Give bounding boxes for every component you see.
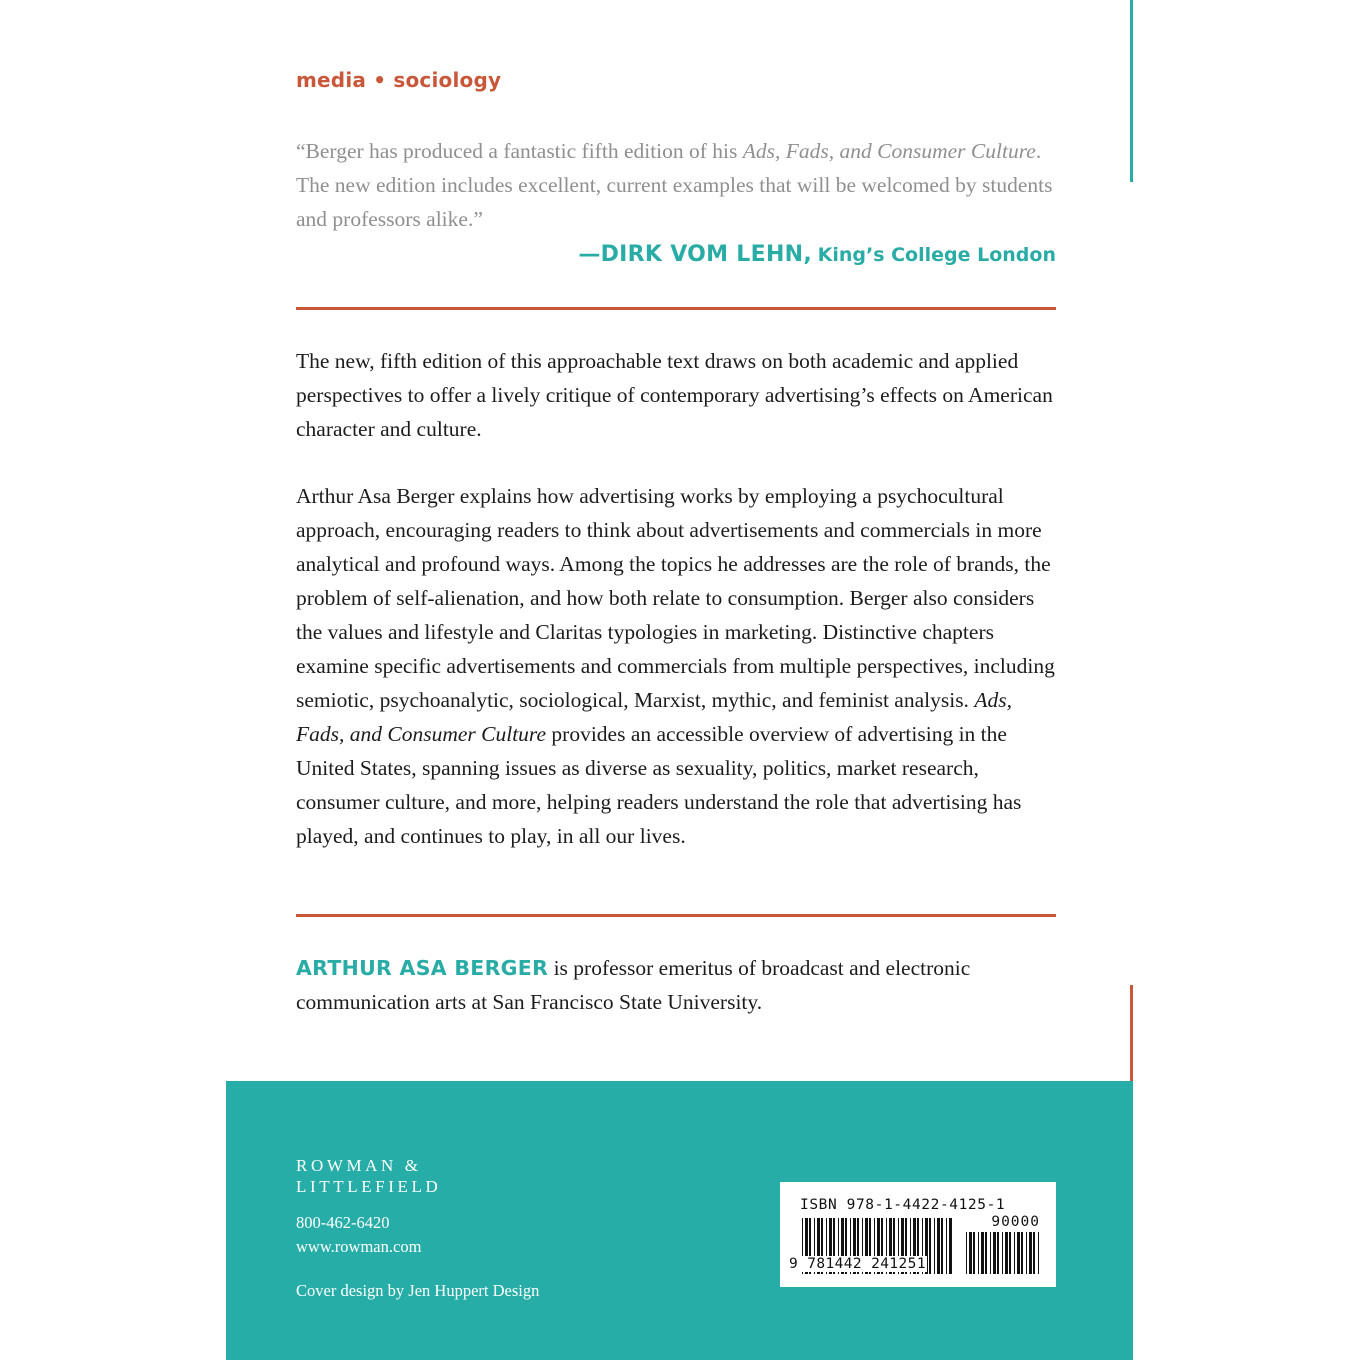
- cover-design-credit: Cover design by Jen Huppert Design: [296, 1281, 540, 1300]
- publisher-panel: [226, 1081, 1133, 1360]
- author-name: ARTHUR ASA BERGER: [296, 956, 549, 980]
- author-bio-text: is professor emeritus of broadcast and electronic communication arts at San Francisco State University.: [296, 956, 971, 1014]
- publisher-logo: [296, 1155, 441, 1197]
- isbn-barcode: [780, 1182, 1056, 1287]
- isbn-label: ISBN 978-1-4422-4125-1: [800, 1197, 1006, 1213]
- quote-book-title: Ads, Fads, and Consumer Culture: [742, 139, 1036, 163]
- barcode-digits: 9 781442 241251: [789, 1256, 926, 1272]
- endorsement-attribution: [296, 242, 1056, 267]
- quote-text-end: . The new edition includes excellent, current examples that will be welcomed by students and professors alike.”: [296, 139, 1053, 231]
- description-text-start: Arthur Asa Berger explains how advertising works by employing a psychocultural approach, encouraging readers to think about advertisements and commercials in more analytical and profound ways. Among the topics he addresses are the role of brands, the problem of self-alienation, and how both relate to consumption. Berger also considers the values and lifestyle and Claritas typologies in marketing. Distinctive chapters examine specific advertisements and commercials from multiple perspectives, including semiotic, psychoanalytic, sociological, Marxist, mythic, and feminist analysis.: [296, 484, 1055, 712]
- publisher-website: www.rowman.com: [296, 1237, 422, 1256]
- endorser-name: —DIRK VOM LEHN,: [578, 242, 813, 267]
- publisher-logo-line1: ROWMAN &: [296, 1156, 422, 1175]
- description-paragraph-1: The new, fifth edition of this approachable text draws on both academic and applied perspectives to offer a lively critique of contemporary advertising’s effects on American character and culture.: [296, 349, 1053, 441]
- quote-text-start: “Berger has produced a fantastic fifth edition of his: [296, 139, 743, 163]
- description-paragraph-2: [296, 479, 1056, 853]
- publisher-phone: 800-462-6420: [296, 1213, 390, 1232]
- description-book-title: Ads, Fads, and Consumer Culture: [296, 688, 1012, 746]
- publisher-logo-line2: LITTLEFIELD: [296, 1177, 442, 1196]
- price-code: 90000: [991, 1214, 1040, 1230]
- spine-edge-teal-line: [1130, 0, 1133, 182]
- description-text-end: provides an accessible overview of advertising in the United States, spanning issues as diverse as sexuality, politics, market research, consumer culture, and more, helping readers understand the role that advertising has played, and continues to play, in all our lives.: [296, 722, 1022, 848]
- subject-category: media • sociology: [296, 68, 502, 92]
- endorsement-quote: [296, 134, 1056, 236]
- endorser-affiliation: King’s College London: [817, 244, 1056, 266]
- divider-rule-bottom: [296, 914, 1056, 917]
- divider-rule-top: [296, 307, 1056, 310]
- author-bio: [296, 951, 1056, 1019]
